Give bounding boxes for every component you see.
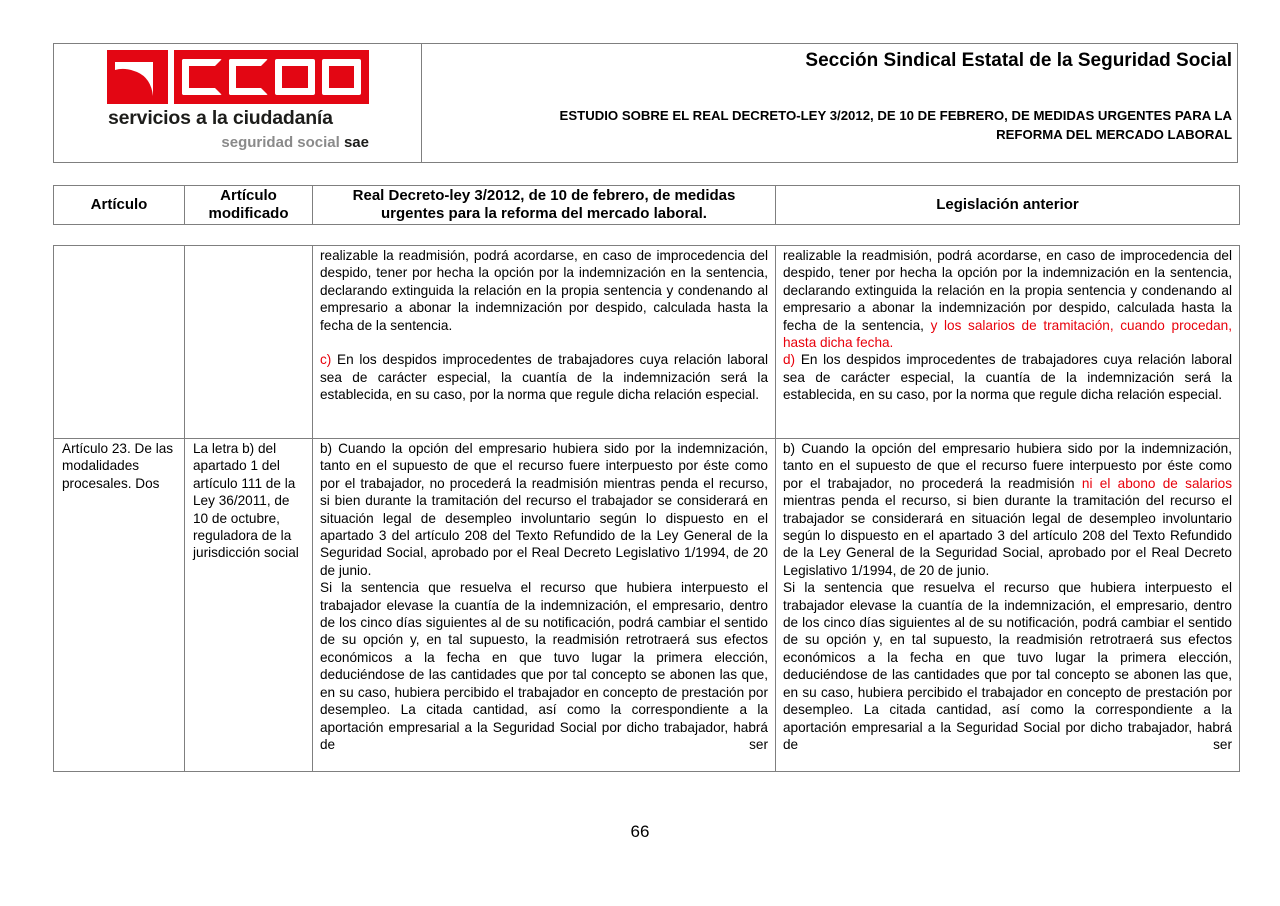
section-title: Sección Sindical Estatal de la Seguridad Social bbox=[805, 50, 1232, 71]
title-cell bbox=[422, 44, 1237, 162]
removed-text: ni el abono de salarios bbox=[1074, 475, 1233, 491]
mark-c: c) bbox=[320, 352, 332, 368]
removed-text: y los salarios de tramitación, cuando procedan, hasta dicha fecha. bbox=[783, 317, 1232, 351]
row1-articulo bbox=[54, 246, 185, 439]
col-articulo: Artículo bbox=[54, 186, 185, 225]
col-modificado: Artículo modificado bbox=[185, 186, 313, 225]
column-header-table bbox=[53, 185, 1240, 225]
ccoo-emblem-icon bbox=[107, 50, 168, 104]
row1-anterior: realizable la readmisión, podrá acordarse, en caso de improcedencia del despido, tener por hecha la opción por la indemnización en la sentencia, declarando extinguida la relación en la propia sentencia y condenando al empresario a abonar la indemnización por despido, calculada hasta la fecha de la sentencia, y los salarios de tramitación, cuando procedan, hasta dicha fecha. d) En los despidos improcedentes de trabajadores cuya relación laboral sea de carácter especial, la cuantía de la indemnización será la establecida, en su caso, por la norma que regule dicha relación especial. bbox=[776, 246, 1240, 439]
comparison-table bbox=[53, 245, 1240, 772]
row2-modificado: La letra b) del apartado 1 del artículo 111 de la Ley 36/2011, de 10 de octubre, reguladora de la jurisdicción social bbox=[185, 439, 313, 772]
page-number: 66 bbox=[630, 822, 650, 841]
mark-d: d) bbox=[783, 352, 796, 368]
row2-articulo: Artículo 23. De las modalidades procesales. Dos bbox=[54, 439, 185, 772]
row2-anterior: b) Cuando la opción del empresario hubiera sido por la indemnización, tanto en el supuesto de que el recurso fuere interpuesto por éste como por el trabajador, no procederá la readmisión ni el abono de salarios mientras penda el recurso, si bien durante la tramitación del recurso el trabajador se considerará en situación legal de desempleo involuntario según lo dispuesto en el apartado 3 del artículo 208 del Texto Refundido de la Ley General de la Seguridad Social, aprobado por el Real Decreto Legislativo 1/1994, de 20 de junio. Si la sentencia que resuelva el recurso que hubiera interpuesto el trabajador elevase la cuantía de la indemnización, el empresario, dentro de los cinco días siguientes al de su notificación, podrá cambiar el sentido de su opción y, en tal supuesto, la readmisión retrotraerá sus efectos económicos a la fecha en que tuvo lugar la primera elección, deduciéndose de las cantidades que por tal concepto se abonen las que, en su caso, hubiera percibido el trabajador en concepto de prestación por desempleo. La citada cantidad, así como la correspondiente a la aportación empresarial a la Seguridad Social por dicho trabajador, habrá de ser bbox=[776, 439, 1240, 772]
row2-nuevo: b) Cuando la opción del empresario hubiera sido por la indemnización, tanto en el supuesto de que el recurso fuere interpuesto por éste como por el trabajador, no procederá la readmisión mientras penda el recurso, si bien durante la tramitación del recurso el trabajador se considerará en situación legal de desempleo involuntario según lo dispuesto en el apartado 3 del artículo 208 del Texto Refundido de la Ley General de la Seguridad Social, aprobado por el Real Decreto Legislativo 1/1994, de 20 de junio. Si la sentencia que resuelva el recurso que hubiera interpuesto el trabajador elevase la cuantía de la indemnización, el empresario, dentro de los cinco días siguientes al de su notificación, podrá cambiar el sentido de su opción y, en tal supuesto, la readmisión retrotraerá sus efectos económicos a la fecha en que tuvo lugar la primera elección, deduciéndose de las cantidades que por tal concepto se abonen las que, en su caso, hubiera percibido el trabajador en concepto de prestación por desempleo. La citada cantidad, así como la correspondiente a la aportación empresarial a la Seguridad Social por dicho trabajador, habrá de ser bbox=[313, 439, 776, 772]
letter-c-icon bbox=[182, 59, 222, 95]
col-real-decreto: Real Decreto-ley 3/2012, de 10 de febrero, de medidas urgentes para la reforma del mercado laboral. bbox=[313, 186, 776, 225]
table-row bbox=[54, 246, 1240, 439]
table-row bbox=[54, 439, 1240, 772]
col-anterior: Legislación anterior bbox=[776, 186, 1240, 225]
letter-o-icon bbox=[275, 59, 315, 95]
row1-nuevo: realizable la readmisión, podrá acordarse, en caso de improcedencia del despido, tener por hecha la opción por la indemnización en la sentencia, declarando extinguida la relación en la propia sentencia y condenando al empresario a abonar la indemnización por despido, calculada hasta la fecha de la sentencia. c) En los despidos improcedentes de trabajadores cuya relación laboral sea de carácter especial, la cuantía de la indemnización será la establecida, en su caso, por la norma que regule dicha relación especial. bbox=[313, 246, 776, 439]
logo-cell bbox=[54, 44, 422, 162]
letter-c-icon bbox=[229, 59, 269, 95]
logo-line-2: seguridad social sae bbox=[221, 134, 369, 151]
study-title: ESTUDIO SOBRE EL REAL DECRETO-LEY 3/2012, DE 10 DE FEBRERO, DE MEDIDAS URGENTES PARA LA REFORMA DEL MERCADO LABORAL bbox=[559, 108, 1232, 142]
document-header bbox=[53, 43, 1238, 163]
logo-line-1: servicios a la ciudadanía bbox=[108, 107, 333, 129]
row1-modificado bbox=[185, 246, 313, 439]
ccoo-letters bbox=[174, 50, 369, 104]
letter-o-icon bbox=[322, 59, 362, 95]
ccoo-logo bbox=[107, 50, 369, 158]
